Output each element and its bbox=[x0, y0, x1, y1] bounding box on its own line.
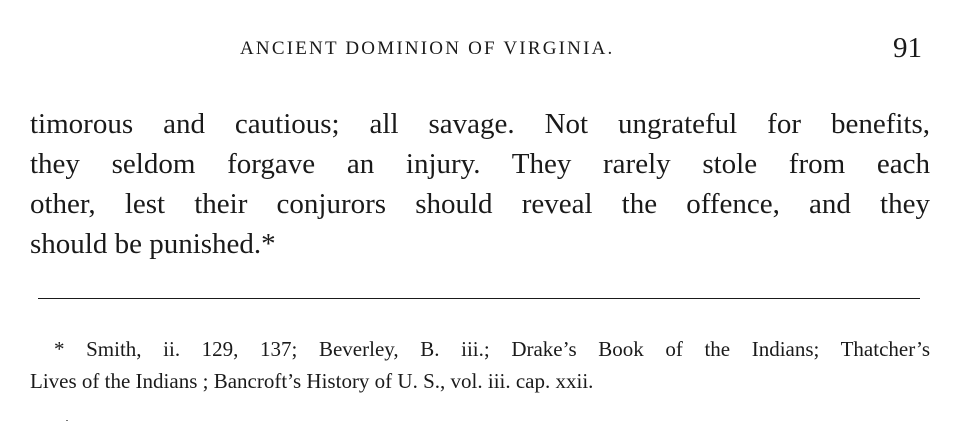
body-paragraph bbox=[30, 104, 930, 264]
footnote-line-1: * Smith, ii. 129, 137; Beverley, B. iii.; Drake’s Book of the Indians; Thatcher’s bbox=[54, 337, 930, 361]
body-line-4: should be punished.* bbox=[30, 228, 276, 260]
footnote bbox=[30, 333, 930, 397]
footnote-divider bbox=[38, 298, 920, 299]
page-number: 91 bbox=[893, 32, 922, 64]
footnote-line-2: Lives of the Indians ; Bancroft’s History of U. S., vol. iii. cap. xxii. bbox=[30, 369, 594, 393]
scan-speck bbox=[66, 420, 68, 421]
running-title: ANCIENT DOMINION OF VIRGINIA. bbox=[240, 38, 615, 59]
body-line-3: other, lest their conjurors should reveal the offence, and they bbox=[30, 188, 930, 220]
body-line-2: they seldom forgave an injury. They rarely stole from each bbox=[30, 148, 930, 180]
body-line-1: timorous and cautious; all savage. Not ungrateful for benefits, bbox=[30, 108, 930, 140]
